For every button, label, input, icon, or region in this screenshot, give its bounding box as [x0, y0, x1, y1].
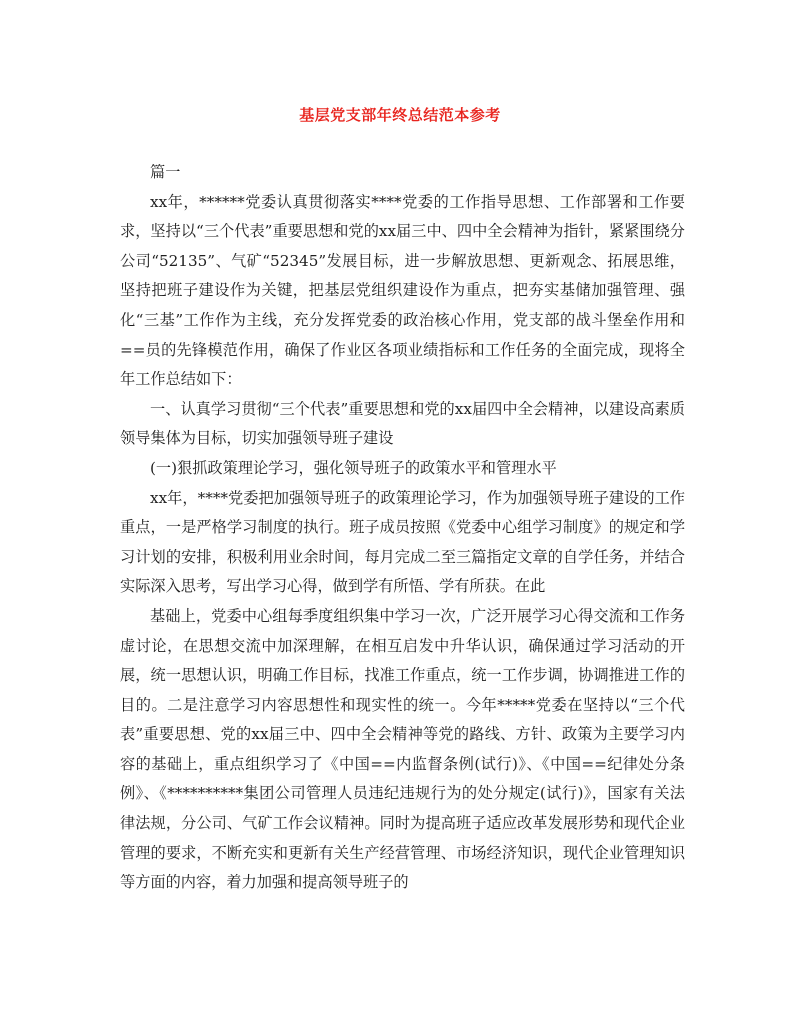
section-label: 篇一: [150, 163, 181, 181]
body-paragraph: xx年，******党委认真贯彻落实****党委的工作指导思想、工作部署和工作要求，坚持以“三个代表”重要思想和党的xx届三中、四中全会精神为指针，紧紧围绕分公司“52135”、气矿“52345”发展目标，进一步解放思想、更新观念、拓展思维，坚持把班子建设作为关键，把基层党组织建设作为重点，把夯实基储加强管理、强化“三基”工作作为主线，充分发挥党委的政治核心作用，党支部的战斗堡垒作用和==员的先锋模范作用，确保了作业区各项业绩指标和工作任务的全面完成，现将全年工作总结如下：: [120, 192, 685, 389]
section-heading: 一、认真学习贯彻“三个代表”重要思想和党的xx届四中全会精神，以建设高素质领导集体为目标，切实加强领导班子建设: [120, 399, 685, 448]
document-body: [120, 158, 685, 898]
body-paragraph: 基础上，党委中心组每季度组织集中学习一次，广泛开展学习心得交流和工作务虚讨论，在思想交流中加深理解，在相互启发中升华认识，确保通过学习活动的开展，统一思想认识，明确工作目标，找准工作重点，统一工作步调，协调推进工作的目的。二是注意学习内容思想性和现实性的统一。今年*****党委在坚持以“三个代表”重要思想、党的xx届三中、四中全会精神等党的路线、方针、政策为主要学习内容的基础上，重点组织学习了《中国==内监督条例(试行)》、《中国==纪律处分条例》、《**********集团公司管理人员违纪违规行为的处分规定(试行)》，国家有关法律法规，分公司、气矿工作会议精神。同时为提高班子适应改革发展形势和现代企业管理的要求，不断充实和更新有关生产经营管理、市场经济知识，现代企业管理知识等方面的内容，着力加强和提高领导班子的: [120, 606, 685, 892]
subsection-heading: (一)狠抓政策理论学习，强化领导班子的政策水平和管理水平: [150, 458, 557, 477]
body-paragraph: xx年，****党委把加强领导班子的政策理论学习，作为加强领导班子建设的工作重点，一是严格学习制度的执行。班子成员按照《党委中心组学习制度》的规定和学习计划的安排，积极利用业余时间，每月完成二至三篇指定文章的自学任务，并结合实际深入思考，写出学习心得，做到学有所悟、学有所获。在此: [120, 488, 685, 596]
document-title: 基层党支部年终总结范本参考: [299, 106, 501, 124]
